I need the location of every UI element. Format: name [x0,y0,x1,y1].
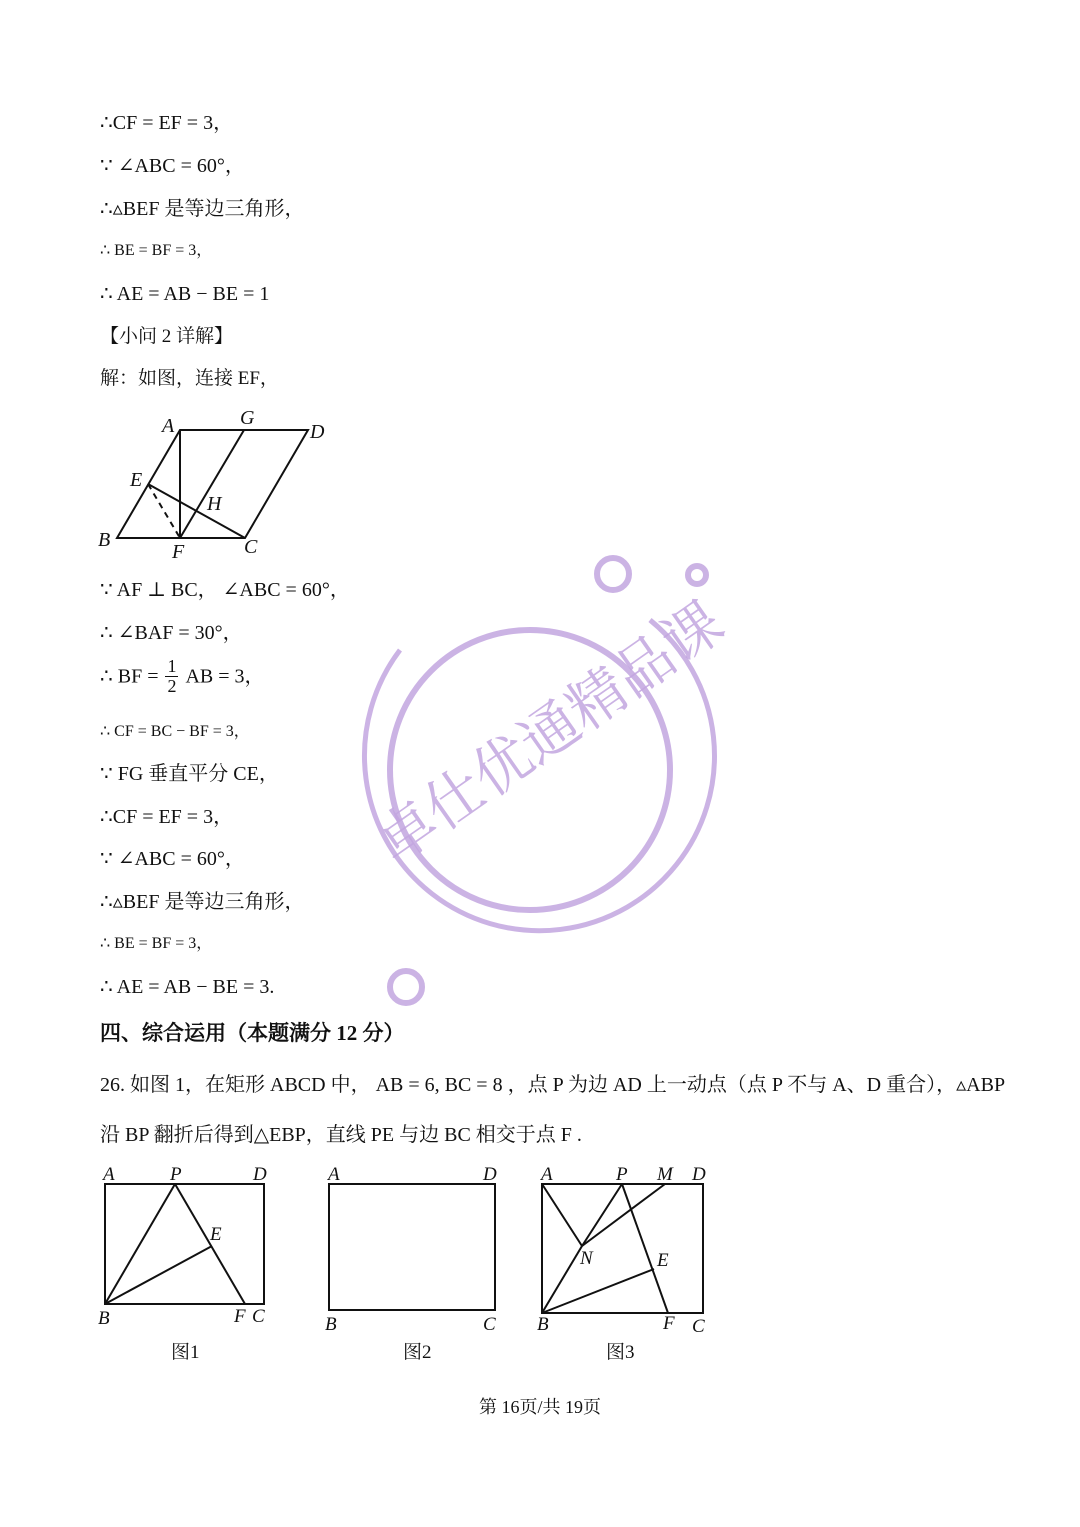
solution-line: ∴ AE = AB − BE = 1 [100,283,270,305]
solution-line: ∴▵BEF 是等边三角形， [100,891,305,913]
problem-line-1: 26. 如图 1，在矩形 ABCD 中， AB = 6, BC = 8 ，点 P 为边 AD 上一动点（点 P 不与 A、D 重合），▵ABP [100,1074,1006,1096]
label-M: M [657,1164,673,1185]
solution-line: ∴▵BEF 是等边三角形， [100,198,305,220]
section-heading: 四、综合运用（本题满分 12 分） [100,1021,405,1045]
label-F: F [663,1313,675,1334]
label-C: C [252,1306,265,1327]
label-G: G [240,407,255,429]
label-N: N [580,1248,593,1269]
label-F: F [172,541,185,563]
label-C: C [483,1314,496,1335]
label-D: D [692,1164,706,1185]
intro-line: 解：如图，连接 EF， [100,368,279,389]
figure-3 [530,1158,720,1338]
parallelogram-figure [90,400,350,570]
label-B: B [325,1314,337,1335]
solution-line: ∵ AF ⊥ BC， ∠ABC = 60°， [100,579,350,601]
label-A: A [541,1164,553,1185]
solution-line: ∴ BE = BF = 3， [100,242,213,259]
solution-line: ∴ BE = BF = 3， [100,935,213,952]
label-D: D [310,421,325,443]
fraction-numerator: 1 [167,656,177,676]
label-D: D [253,1164,267,1185]
solution-line-fraction [100,657,265,696]
label-E: E [130,469,143,491]
label-E: E [210,1224,222,1245]
solution-line: ∴ AE = AB − BE = 3. [100,976,275,998]
label-A: A [162,415,175,437]
fraction-prefix: ∴ BF = [100,665,159,688]
label-D: D [483,1164,497,1185]
fraction-suffix: AB = 3， [185,665,265,688]
solution-line: ∴CF = EF = 3， [100,112,234,134]
page-footer: 第 16页/共 19页 [478,1397,601,1417]
solution-line: ∴ ∠BAF = 30°， [100,622,243,644]
watermark-text: 卓仕优通精品课 [364,587,736,877]
label-A: A [103,1164,115,1185]
label-C: C [692,1316,705,1337]
label-A: A [328,1164,340,1185]
figure-2 [318,1158,518,1338]
figure-2-caption: 图2 [403,1342,432,1363]
fraction [165,657,178,696]
solution-line: ∵ FG 垂直平分 CE， [100,763,279,785]
solution-line: ∴ CF = BC − BF = 3， [100,723,250,740]
solution-line: ∵ ∠ABC = 60°， [100,848,245,870]
problem-line-2: 沿 BP 翻折后得到△EBP，直线 PE 与边 BC 相交于点 F . [100,1124,582,1146]
label-F: F [234,1306,246,1327]
label-C: C [244,536,258,558]
figure-3-caption: 图3 [606,1342,635,1363]
label-H: H [207,493,222,515]
figure-1 [90,1158,290,1338]
label-B: B [98,529,111,551]
solution-line: ∵ ∠ABC = 60°， [100,155,245,177]
label-P: P [616,1164,628,1185]
solution-line: ∴CF = EF = 3， [100,806,234,828]
label-B: B [98,1308,110,1329]
label-E: E [657,1250,669,1271]
fraction-denominator: 2 [167,675,177,696]
label-P: P [170,1164,182,1185]
sub-heading: 【小问 2 详解】 [100,326,234,347]
figure-1-caption: 图1 [171,1342,200,1363]
label-B: B [537,1314,549,1335]
